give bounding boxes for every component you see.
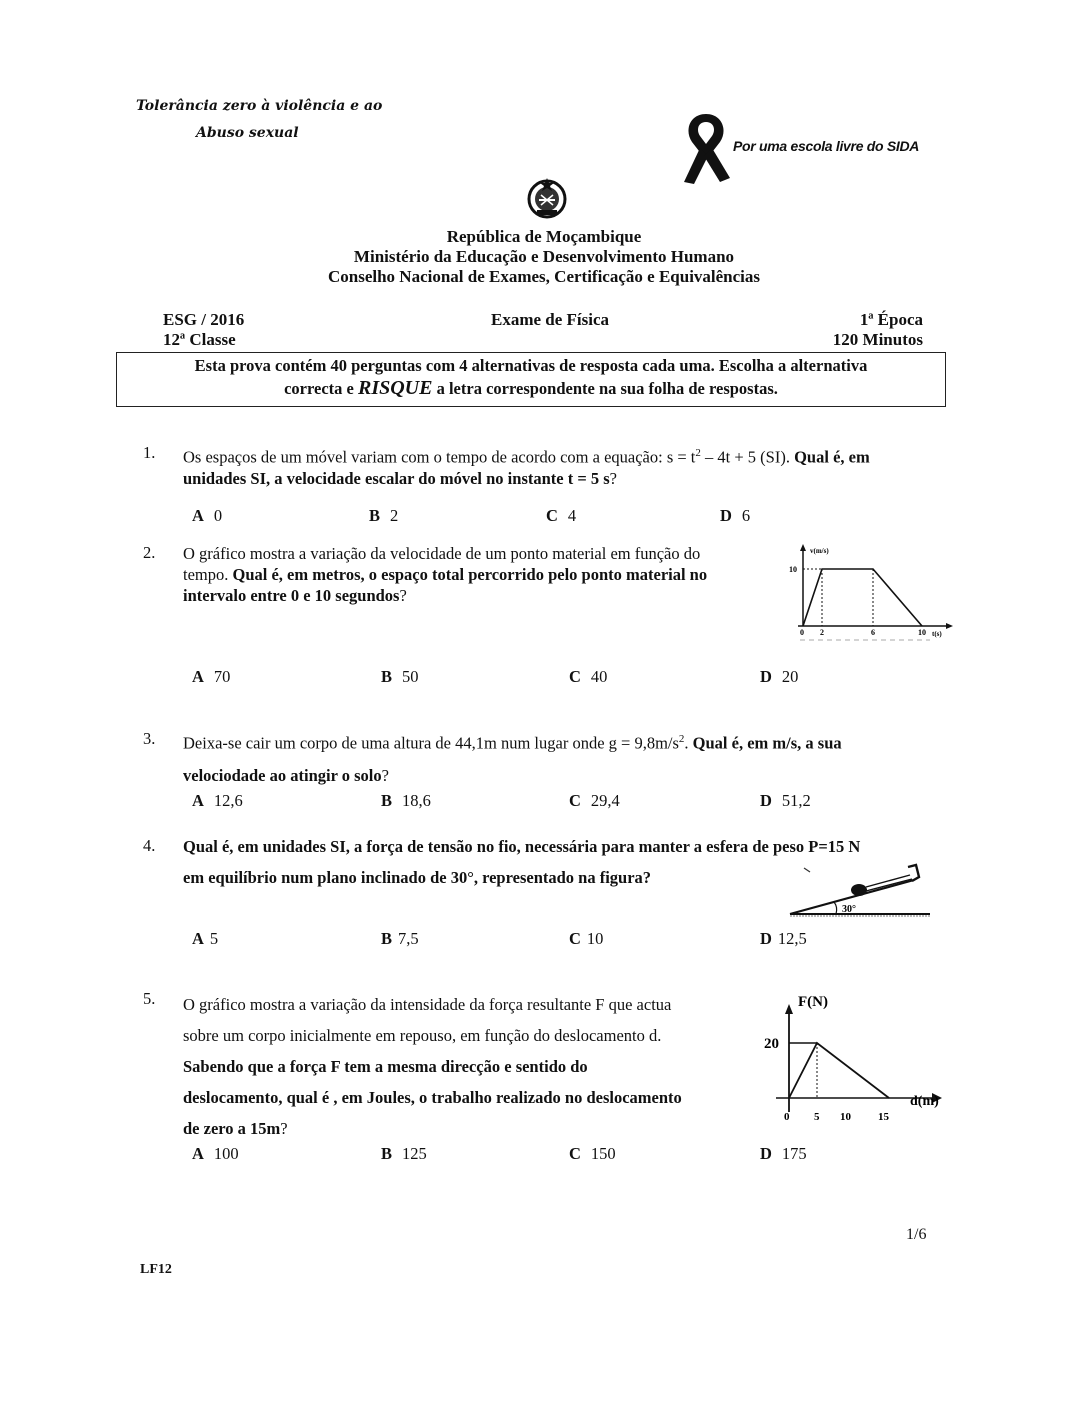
option-letter: C bbox=[569, 929, 581, 948]
q1-option-c[interactable] bbox=[546, 506, 576, 526]
q3-line1-bold: Qual é, em m/s, a sua bbox=[692, 733, 842, 753]
option-value: 2 bbox=[390, 506, 399, 525]
option-value: 18,6 bbox=[402, 791, 431, 810]
q4-angle-label: 30° bbox=[842, 904, 856, 915]
option-value: 12,6 bbox=[213, 791, 243, 810]
exam-title: Exame de Física bbox=[491, 310, 610, 329]
question-5-number: 5. bbox=[143, 989, 156, 1008]
document-code: LF12 bbox=[140, 1262, 172, 1277]
q2-option-c[interactable] bbox=[569, 667, 607, 687]
option-value: 100 bbox=[213, 1144, 239, 1163]
option-letter: A bbox=[192, 1144, 204, 1163]
q5-line5-end: ? bbox=[280, 1119, 288, 1138]
instructions-line-2 bbox=[117, 377, 945, 400]
exam-grade: 12ª Classe bbox=[163, 330, 236, 349]
institution-country: República de Moçambique bbox=[446, 227, 642, 246]
q4-option-c[interactable] bbox=[569, 929, 603, 949]
option-value: 6 bbox=[741, 506, 751, 525]
q2-option-b[interactable] bbox=[381, 667, 419, 687]
slogan-line-2: Abuso sexual bbox=[196, 125, 299, 141]
q2-x-tick-6: 6 bbox=[871, 628, 875, 637]
option-value: 70 bbox=[213, 667, 231, 686]
option-letter: D bbox=[760, 929, 772, 948]
option-value: 51,2 bbox=[781, 791, 811, 810]
q2-velocity-time-graph bbox=[780, 542, 955, 647]
question-4-number: 4. bbox=[143, 836, 156, 855]
option-letter: D bbox=[760, 667, 772, 686]
q2-line-1: O gráfico mostra a variação da velocidade de um ponto material em função do bbox=[183, 544, 701, 563]
q5-option-c[interactable] bbox=[569, 1144, 616, 1164]
q5-x-tick-15: 15 bbox=[878, 1111, 889, 1123]
option-letter: A bbox=[192, 929, 204, 948]
q3-line1-plain-2: . bbox=[684, 733, 693, 753]
option-value: 175 bbox=[781, 1144, 807, 1163]
option-letter: A bbox=[192, 667, 204, 686]
question-3-text bbox=[183, 729, 943, 786]
option-letter: C bbox=[569, 1144, 581, 1163]
coat-of-arms-icon bbox=[525, 176, 569, 220]
q2-x-label: t(s) bbox=[932, 630, 942, 638]
q3-line2-bold: velociodade ao atingir o solo bbox=[183, 765, 382, 785]
option-letter: C bbox=[569, 667, 581, 686]
option-letter: B bbox=[381, 1144, 393, 1163]
option-letter: A bbox=[192, 791, 204, 810]
q5-line3-bold: Sabendo que a força F tem a mesma direcção e sentido do bbox=[183, 1057, 588, 1076]
option-value: 20 bbox=[781, 667, 799, 686]
q5-y-label: F(N) bbox=[798, 994, 828, 1010]
q2-option-a[interactable] bbox=[192, 667, 230, 687]
q2-line2-bold: Qual é, em metros, o espaço total percorrido pelo ponto material no bbox=[232, 565, 708, 584]
q1-text-bold: Qual é, em bbox=[794, 447, 870, 467]
question-2-number: 2. bbox=[143, 543, 156, 562]
q1-line2-bold: unidades SI, a velocidade escalar do móvel no instante t = 5 s bbox=[183, 468, 610, 488]
q2-line3-end: ? bbox=[399, 586, 407, 605]
q2-x-tick-10: 10 bbox=[918, 628, 926, 637]
option-letter: D bbox=[760, 791, 772, 810]
option-value: 4 bbox=[567, 506, 577, 525]
q4-option-d[interactable] bbox=[760, 929, 807, 949]
question-2-text bbox=[183, 543, 773, 606]
instructions-box bbox=[116, 352, 946, 407]
option-letter: B bbox=[381, 667, 393, 686]
option-value: 150 bbox=[590, 1144, 616, 1163]
q3-superscript: 2 bbox=[678, 733, 685, 745]
option-letter: C bbox=[546, 506, 558, 525]
q5-y-tick: 20 bbox=[764, 1036, 779, 1052]
option-value: 29,4 bbox=[590, 791, 620, 810]
instructions-line-1: Esta prova contém 40 perguntas com 4 alternativas de resposta cada uma. Escolha a alternativa bbox=[194, 356, 868, 375]
q1-option-b[interactable] bbox=[369, 506, 398, 526]
option-value: 7,5 bbox=[398, 929, 419, 948]
question-1-number: 1. bbox=[143, 443, 156, 462]
q5-x-label: d(m) bbox=[910, 1094, 939, 1109]
slogan-line-1: Tolerância zero à violência e ao bbox=[136, 98, 383, 114]
sida-slogan: Por uma escola livre do SIDA bbox=[733, 138, 920, 154]
institution-council: Conselho Nacional de Exames, Certificação e Equivalências bbox=[327, 267, 761, 286]
option-letter: D bbox=[720, 506, 732, 525]
option-value: 125 bbox=[402, 1144, 427, 1163]
q5-line5-bold: de zero a 15m bbox=[183, 1119, 281, 1138]
question-5-text bbox=[183, 989, 753, 1144]
q4-line1-bold: Qual é, em unidades SI, a força de tensão no fio, necessária para manter a esfera de peso P=15 N bbox=[183, 837, 861, 856]
page-number: 1/6 bbox=[906, 1226, 927, 1243]
instructions-text-end: a letra correspondente na sua folha de respostas. bbox=[432, 379, 778, 398]
q3-line1-plain: Deixa-se cair um corpo de uma altura de 44,1m num lugar onde g = 9,8m/s bbox=[183, 733, 679, 753]
q3-option-a[interactable] bbox=[192, 791, 243, 811]
q5-option-d[interactable] bbox=[760, 1144, 807, 1164]
exam-duration: 120 Minutos bbox=[832, 330, 923, 349]
q2-x-tick-0: 0 bbox=[800, 628, 804, 637]
q5-x-tick-5: 5 bbox=[814, 1111, 820, 1123]
instructions-text: correcta e bbox=[284, 379, 358, 398]
q2-line3-bold: intervalo entre 0 e 10 segundos bbox=[183, 586, 400, 605]
option-value: 0 bbox=[213, 506, 223, 525]
q5-x-tick-10: 10 bbox=[840, 1111, 851, 1123]
exam-level-year: ESG / 2016 bbox=[163, 310, 245, 329]
q4-option-a[interactable] bbox=[192, 929, 218, 949]
option-value: 40 bbox=[590, 667, 608, 686]
exam-season: 1ª Época bbox=[859, 310, 923, 329]
q3-option-b[interactable] bbox=[381, 791, 431, 811]
question-1-text bbox=[183, 443, 943, 489]
q3-option-d[interactable] bbox=[760, 791, 811, 811]
option-letter: A bbox=[192, 506, 204, 525]
q4-line2-bold: em equilíbrio num plano inclinado de 30°, representado na figura? bbox=[183, 868, 652, 887]
q5-line-2: sobre um corpo inicialmente em repouso, em função do deslocamento d. bbox=[183, 1026, 662, 1045]
q2-line2-plain: tempo. bbox=[183, 565, 233, 584]
q2-option-d[interactable] bbox=[760, 667, 798, 687]
q1-text-plain-2: – 4t + 5 (SI). bbox=[700, 447, 795, 467]
q5-force-displacement-graph bbox=[760, 990, 950, 1125]
q3-option-c[interactable] bbox=[569, 791, 620, 811]
q2-y-label: v(m/s) bbox=[810, 547, 829, 555]
q4-option-b[interactable] bbox=[381, 929, 419, 949]
q5-line4-bold: deslocamento, qual é , em Joules, o trabalho realizado no deslocamento bbox=[183, 1088, 682, 1107]
option-value: 5 bbox=[209, 929, 219, 948]
q2-y-tick: 10 bbox=[789, 565, 797, 574]
option-value: 12,5 bbox=[777, 929, 807, 948]
q2-x-tick-2: 2 bbox=[820, 628, 824, 637]
q3-line2-end: ? bbox=[381, 765, 389, 785]
option-value: 10 bbox=[586, 929, 604, 948]
q1-option-d[interactable] bbox=[720, 506, 750, 526]
q1-line2-end: ? bbox=[609, 468, 617, 488]
q1-superscript: 2 bbox=[695, 447, 701, 459]
option-letter: B bbox=[369, 506, 381, 525]
q5-line-1: O gráfico mostra a variação da intensidade da força resultante F que actua bbox=[183, 995, 672, 1014]
q1-option-a[interactable] bbox=[192, 506, 222, 526]
institution-ministry: Ministério da Educação e Desenvolvimento Humano bbox=[353, 247, 735, 266]
q5-option-b[interactable] bbox=[381, 1144, 427, 1164]
option-value: 50 bbox=[402, 667, 419, 686]
q4-inclined-plane-figure bbox=[784, 862, 934, 922]
option-letter: B bbox=[381, 929, 393, 948]
awareness-ribbon-icon bbox=[676, 108, 736, 188]
q1-text-plain: Os espaços de um móvel variam com o tempo de acordo com a equação: s = t bbox=[183, 447, 696, 467]
option-letter: C bbox=[569, 791, 581, 810]
option-letter: D bbox=[760, 1144, 772, 1163]
question-3-number: 3. bbox=[143, 729, 156, 748]
option-letter: B bbox=[381, 791, 393, 810]
instructions-emphasis: RISQUE bbox=[357, 377, 433, 399]
q5-option-a[interactable] bbox=[192, 1144, 239, 1164]
q5-x-tick-0: 0 bbox=[784, 1111, 790, 1123]
